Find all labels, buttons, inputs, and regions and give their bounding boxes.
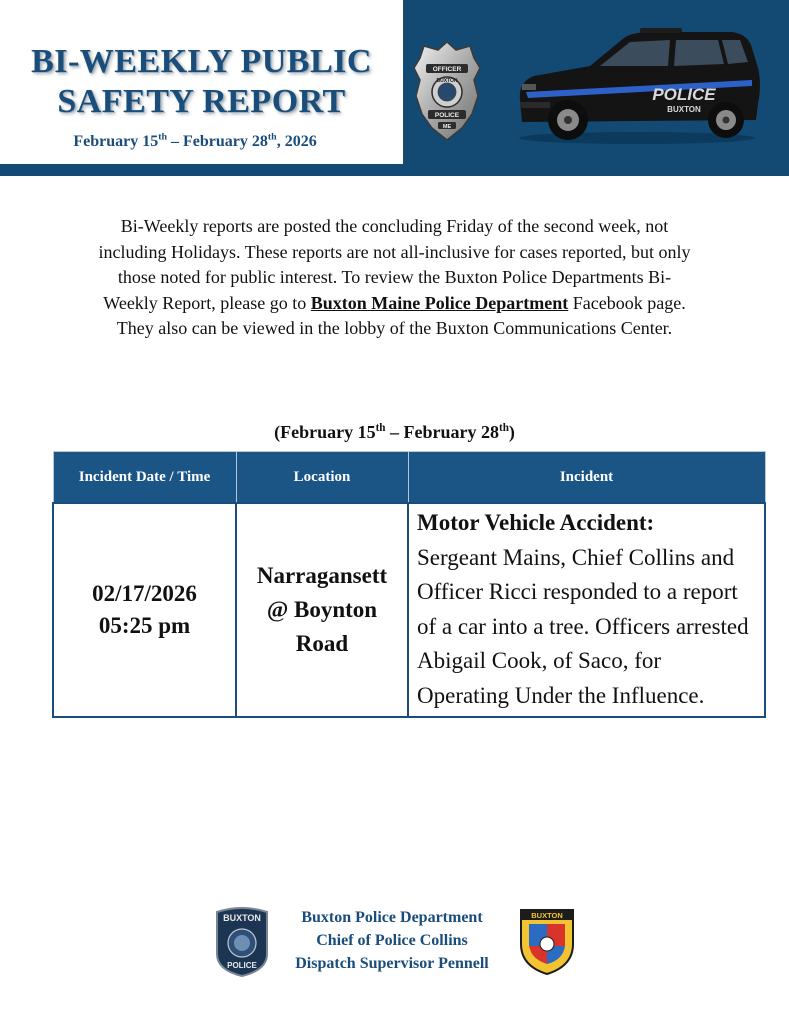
incident-date: 02/17/2026 xyxy=(92,581,197,606)
footer-department: Buxton Police Department xyxy=(301,909,483,926)
report-title xyxy=(0,42,403,122)
svg-text:BUXTON: BUXTON xyxy=(667,105,701,114)
svg-text:ME: ME xyxy=(442,124,452,130)
report-date-range: February 15th – February 28th, 2026 xyxy=(73,131,317,150)
svg-text:OFFICER: OFFICER xyxy=(432,66,462,73)
table-caption: (February 15th – February 28th) xyxy=(274,422,515,442)
fire-rescue-patch-icon xyxy=(517,906,577,976)
footer-chief: Chief of Police Collins xyxy=(316,932,468,949)
svg-text:BUXTON: BUXTON xyxy=(223,913,261,923)
incident-location-cell xyxy=(236,503,408,717)
column-header-location: Location xyxy=(236,452,408,504)
intro-text: Bi-Weekly reports are posted the concluding Friday of the second week, not including Holidays. These reports are not all-inclusive for cases reported, but only those noted for public interest. To review the Buxton Police Departments Bi-Weekly Report, please go to xyxy=(98,216,691,313)
incident-table xyxy=(52,451,766,718)
report-title-line2: SAFETY REPORT xyxy=(57,83,346,120)
svg-text:POLICE: POLICE xyxy=(227,961,257,970)
police-cruiser-image xyxy=(512,24,762,146)
footer-contact-block xyxy=(270,906,514,975)
facebook-page-link[interactable]: Buxton Maine Police Department xyxy=(310,292,569,313)
table-row xyxy=(53,503,765,717)
svg-text:BUXTON: BUXTON xyxy=(436,78,458,84)
incident-time: 05:25 pm xyxy=(98,613,191,638)
incident-description: Sergeant Mains, Chief Collins and Officer Ricci responded to a report of a car into a tree. Officers arrested Abigail Cook, of Saco, for Operating Under the Influence. xyxy=(417,544,749,708)
report-header xyxy=(0,0,789,176)
police-patch-icon xyxy=(213,904,271,978)
location-line: @ Boynton xyxy=(266,597,378,622)
column-header-incident: Incident xyxy=(408,452,765,504)
svg-text:POLICE: POLICE xyxy=(434,112,460,119)
column-header-date-time: Incident Date / Time xyxy=(53,452,236,504)
incident-type: Motor Vehicle Accident: xyxy=(417,510,655,535)
table-header-row xyxy=(53,452,765,504)
location-line: Road xyxy=(295,631,349,656)
intro-paragraph xyxy=(92,214,697,342)
footer-dispatch-supervisor: Dispatch Supervisor Pennell xyxy=(295,955,489,972)
svg-text:POLICE: POLICE xyxy=(652,85,716,104)
incident-description-cell xyxy=(408,503,765,717)
incident-date-time-cell xyxy=(53,503,236,717)
intro-text-end: Facebook page. They also can be viewed in the lobby of the Buxton Communications Center. xyxy=(116,292,686,338)
header-title-panel xyxy=(0,0,403,176)
svg-text:BUXTON: BUXTON xyxy=(531,911,563,920)
police-badge-icon xyxy=(412,40,482,144)
report-title-line1: BI-WEEKLY PUBLIC xyxy=(31,43,372,80)
location-line: Narragansett xyxy=(256,563,388,588)
